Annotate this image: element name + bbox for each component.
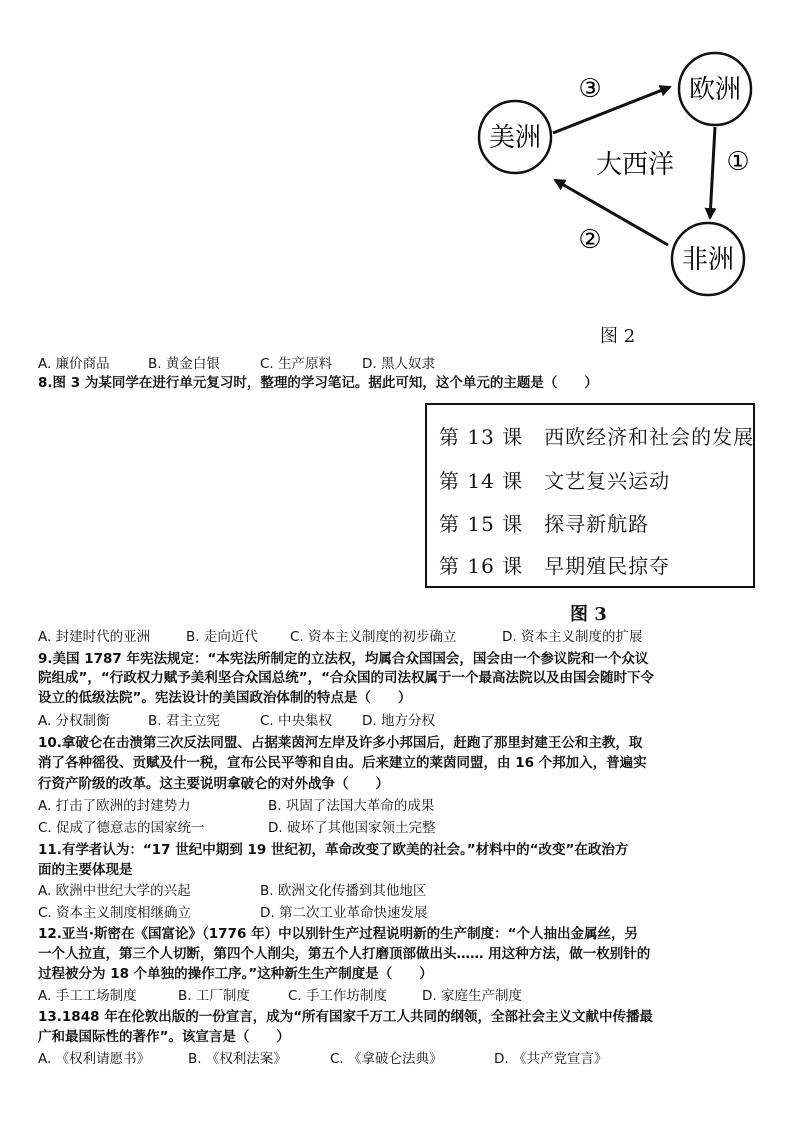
q13-option-a: A. 《权利请愿书》 (38, 1051, 151, 1067)
q12-option-b: B. 工厂制度 (178, 988, 250, 1004)
q10-stem-line-1: 10.拿破仑在击溃第三次反法同盟、占据莱茵河左岸及许多小邦国后，赶跑了那里封建王公和主教，取 (38, 735, 643, 751)
q7-option-a: A. 廉价商品 (38, 356, 110, 372)
note-lesson-15: 第 15 课 探寻新航路 (439, 512, 650, 536)
q9-option-b: B. 君主立宪 (148, 713, 220, 729)
q10-stem-line-2: 消了各种徭役、贡赋及什一税，宣布公民平等和自由。后来建立的莱茵同盟，由 16 个邦加入，普遍实 (38, 755, 647, 771)
figure-2-caption: 图 2 (600, 326, 636, 347)
arrow-label-one: ① (726, 147, 750, 177)
q12-option-c: C. 手工作坊制度 (288, 988, 388, 1004)
q8-option-d: D. 资本主义制度的扩展 (502, 629, 643, 645)
q8-option-c: C. 资本主义制度的初步确立 (290, 629, 457, 645)
q12-options (38, 988, 522, 1005)
q9-stem-line-2: 院组成”，“行政权力赋予美利坚合众国总统”，“合众国的司法权属于一个最高法院以及由国会随时下令 (38, 670, 654, 686)
america-label: 美洲 (488, 123, 542, 153)
q11-option-d: D. 第二次工业革命快速发展 (260, 905, 428, 921)
arrow-africa-to-america (555, 180, 668, 245)
q11-stem-line-2: 面的主要体现是 (38, 862, 133, 878)
q11-option-c: C. 资本主义制度相继确立 (38, 905, 192, 921)
q10-options-row-2 (38, 820, 435, 837)
arrow-europe-to-africa (710, 127, 715, 218)
q11-option-a: A. 欧洲中世纪大学的兴起 (38, 883, 191, 899)
q12-stem-line-3: 过程被分为 18 个单独的操作工序。”这种新生生产制度是（ ） (38, 966, 433, 982)
q9-stem-line-3: 设立的低级法院”。宪法设计的美国政治体制的特点是（ ） (38, 690, 412, 706)
q9-option-a: A. 分权制衡 (38, 713, 110, 729)
q13-option-b: B. 《权利法案》 (188, 1051, 287, 1067)
q12-option-a: A. 手工工场制度 (38, 988, 137, 1004)
q8-options (38, 629, 642, 646)
q11-stem-line-1: 11.有学者认为：“17 世纪中期到 19 世纪初，革命改变了欧美的社会。”材料中的“改变”在政治方 (38, 842, 629, 858)
europe-label: 欧洲 (688, 75, 742, 105)
q10-options-row-1 (38, 798, 434, 815)
q8-stem: 8.图 3 为某同学在进行单元复习时，整理的学习笔记。据此可知，这个单元的主题是（ ） (38, 375, 598, 391)
q10-option-b: B. 巩固了法国大革命的成果 (268, 798, 435, 814)
note-lesson-16: 第 16 课 早期殖民掠夺 (439, 554, 671, 578)
q7-option-d: D. 黑人奴隶 (362, 356, 435, 372)
q13-options (38, 1051, 607, 1068)
arrow-label-two: ② (578, 225, 602, 255)
q12-option-d: D. 家庭生产制度 (422, 988, 522, 1004)
q9-options (38, 713, 435, 730)
note-lesson-14: 第 14 课 文艺复兴运动 (439, 469, 671, 493)
q7-option-c: C. 生产原料 (260, 356, 333, 372)
ocean-label: 大西洋 (595, 150, 675, 180)
q9-option-c: C. 中央集权 (260, 713, 333, 729)
q11-option-b: B. 欧洲文化传播到其他地区 (260, 883, 427, 899)
q10-stem-line-3: 行资产阶级的改革。这主要说明拿破仑的对外战争（ ） (38, 776, 389, 792)
q13-option-d: D. 《共产党宣言》 (494, 1051, 608, 1067)
note-lesson-13: 第 13 课 西欧经济和社会的发展 (439, 425, 755, 449)
arrow-america-to-europe (553, 87, 670, 133)
q10-option-d: D. 破坏了其他国家领土完整 (268, 820, 436, 836)
figure-3-notes (425, 403, 755, 588)
q10-option-c: C. 促成了德意志的国家统一 (38, 820, 205, 836)
q9-option-d: D. 地方分权 (362, 713, 435, 729)
q13-stem-line-1: 13.1848 年在伦敦出版的一份宣言，成为“所有国家千万工人共同的纲领，全部社会主义文献中传播最 (38, 1009, 654, 1025)
q12-stem-line-2: 一个人拉直，第三个人切断，第四个人削尖，第五个人打磨顶部做出头…… 用这种方法，做一枚别针的 (38, 946, 651, 962)
q8-option-a: A. 封建时代的亚洲 (38, 629, 151, 645)
q12-stem-line-1: 12.亚当·斯密在《国富论》（1776 年）中以别针生产过程说明新的生产制度：“个人抽出金属丝，另 (38, 926, 638, 942)
q8-option-b: B. 走向近代 (186, 629, 258, 645)
q10-option-a: A. 打击了欧洲的封建势力 (38, 798, 191, 814)
q9-stem-line-1: 9.美国 1787 年宪法规定：“本宪法所制定的立法权，均属合众国国会，国会由一个参议院和一个众议 (38, 651, 649, 667)
q7-option-b: B. 黄金白银 (148, 356, 220, 372)
q7-options (38, 356, 435, 373)
figure-3-caption: 图 3 (570, 604, 607, 625)
figure-2-diagram (470, 45, 790, 330)
q13-option-c: C. 《拿破仑法典》 (330, 1051, 443, 1067)
q11-options-row-1 (38, 883, 426, 900)
q11-options-row-2 (38, 905, 427, 922)
arrow-label-three: ③ (578, 74, 602, 104)
q13-stem-line-2: 广和最国际性的著作”。该宣言是（ ） (38, 1029, 290, 1045)
africa-label: 非洲 (681, 245, 735, 275)
